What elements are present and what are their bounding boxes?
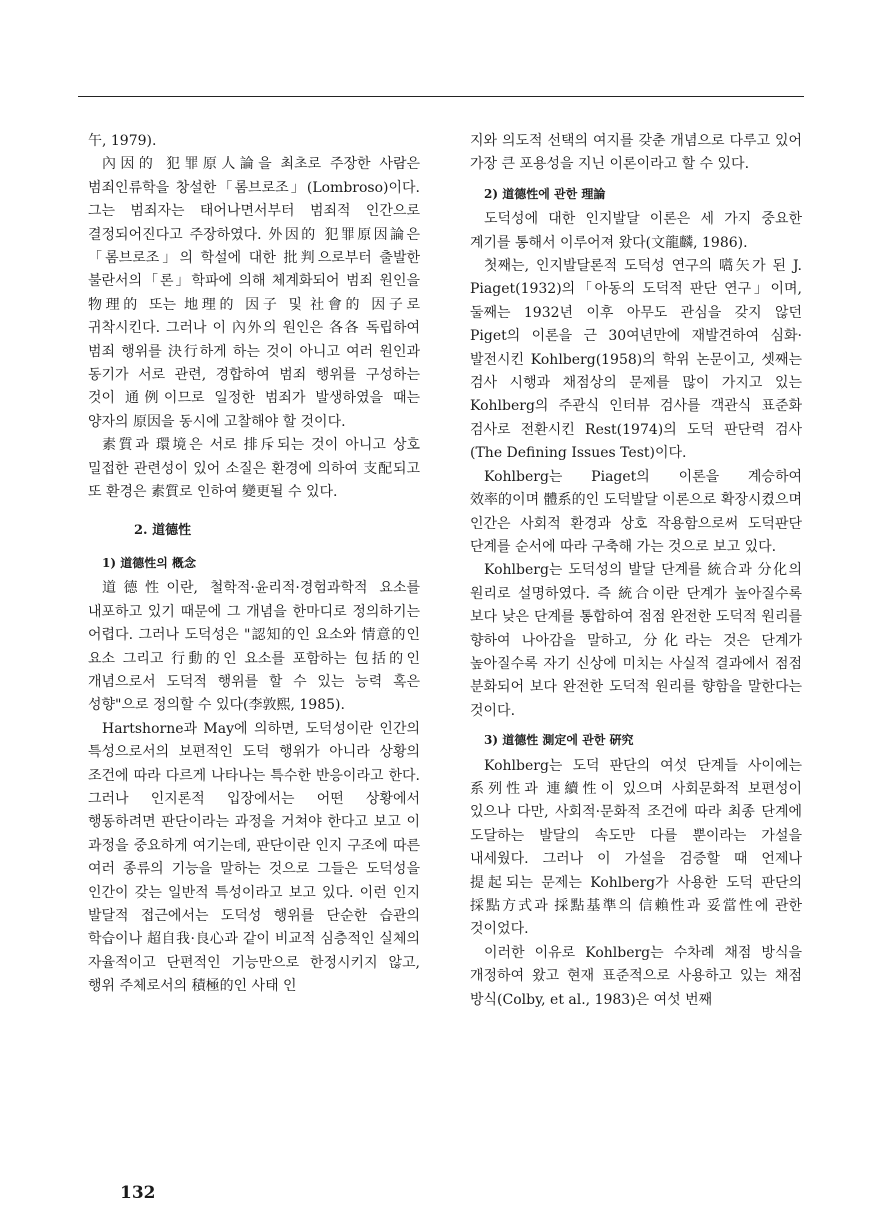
left-column bbox=[88, 130, 420, 999]
paragraph-scoring-method: 이러한 이유로 Kohlberg는 수차례 채점 방식을 개정하여 왔고 현재 표준적으로 사용하고 있는 채점 방식(Colby, et al., 1983)은 여섯 번째 bbox=[470, 944, 802, 1008]
paragraph-integration-differentiation: Kohlberg는 도덕성의 발달 단계를 統合과 分化의 원리로 설명하였다. 즉 統合이란 단계가 높아질수록 보다 낮은 단계를 통합하여 점점 완전한 도덕적 원리를 향하여 나아감을 말하고, 分化라는 것은 단계가 높아질수록 자기 신상에 미치는 사실적 결과에서 점점 분화되어 보다 완전한 도덕적 원리를 향함을 말한다는 것이다. bbox=[470, 562, 802, 719]
paragraph-nature-environment: 素質과 環境은 서로 排斥되는 것이 아니고 상호 밀접한 관련성이 있어 소질은 환경에 의하여 支配되고 또 환경은 素質로 인하여 變更될 수 있다. bbox=[88, 437, 420, 501]
right-column bbox=[470, 130, 802, 1012]
paragraph-six-stages: Kohlberg는 도덕 판단의 여섯 단계들 사이에는 系列性과 連續性이 있으며 사회문화적 보편성이 있으나 다만, 사회적·문화적 조건에 따라 최종 단계에 도달하는 발달의 속도만 다를 뿐이라는 가설을 내세웠다. 그러나 이 가설을 검증할 때 언제나 提起되는 문제는 Kohlberg가 사용한 도덕 판단의 採點方式과 採點基準의 信賴性과 妥當性에 관한 것이었다. bbox=[470, 757, 802, 938]
header-rule bbox=[78, 96, 804, 97]
subheading-morality-concept: 1) 道德性의 槪念 bbox=[102, 555, 196, 570]
paragraph-continuation: 지와 의도적 선택의 여지를 갖춘 개념으로 다루고 있어 가장 큰 포용성을 지닌 이론이라고 할 수 있다. bbox=[470, 133, 802, 173]
subheading-morality-measurement: 3) 道德性 測定에 관한 硏究 bbox=[484, 733, 634, 748]
paragraph-morality-definition: 道德性이란, 철학적·윤리적·경험과학적 요소를 내포하고 있기 때문에 그 개념을 한마디로 정의하기는 어렵다. 그러나 도덕성은 "認知的인 요소와 情意的인 요소 그리고 行動的인 요소를 포함하는 包括的인 개념으로서 도덕적 행위를 할 수 있는 능력 혹은 성향"으로 정의할 수 있다(李敦熙, 1985). bbox=[88, 580, 420, 714]
paragraph-kohlberg-extension: Kohlberg는 Piaget의 이론을 계승하여 效率的이며 體系的인 도덕발달 이론으로 확장시켰으며 인간은 사회적 환경과 상호 작용함으로써 도덕판단 단계를 순서에 따라 구축해 가는 것으로 보고 있다. bbox=[470, 468, 802, 555]
paragraph-crime-cause-theory: 內因的 犯罪原人論을 최초로 주장한 사람은 범죄인류학을 창설한「롬브로조」(Lombroso)이다. 그는 범죄자는 태어나면서부터 범죄적 인간으로 결정되어진다고 주장하였다. 外因的 犯罪原因論은「롬브로조」의 학설에 대한 批判으로부터 출발한 불란서의「론」학파에 의해 체계화되어 범죄 원인을 物理的 또는 地理的 因子 및 社會的 因子로 귀착시킨다. 그러나 이 內外의 원인은 各各 독립하여 범죄 행위를 決行하게 하는 것이 아니고 여러 원인과 동기가 서로 관련, 경합하여 범죄 행위를 구성하는 것이 通例이므로 일정한 범죄가 발생하였을 때는 양자의 原因을 동시에 고찰해야 할 것이다. bbox=[88, 156, 420, 430]
page-number: 132 bbox=[120, 1183, 156, 1203]
subheading-morality-theory: 2) 道德性에 관한 理論 bbox=[484, 186, 606, 201]
paragraph-piaget-kohlberg-rest: 첫째는, 인지발달론적 도덕성 연구의 嚆矢가 된 J. Piaget(1932)의「아동의 도덕적 판단 연구」이며, 둘째는 1932년 이후 아무도 관심을 갖지 않던 Piget의 이론을 근 30여년만에 재발견하여 심화·발전시킨 Kohlberg(1958)의 학위 논문이고, 셋째는 검사 시행과 채점상의 문제를 많이 가지고 있는 Kohlberg의 주관식 인터뷰 검사를 객관식 표준화 검사로 전환시킨 Rest(1974)의 도덕 판단력 검사(The Defining Issues Test)이다. bbox=[470, 258, 802, 462]
paragraph-citation-end: 午, 1979). bbox=[88, 133, 157, 149]
paragraph-hartshorne-may: Hartshorne과 May에 의하면, 도덕성이란 인간의 특성으로서의 보편적인 도덕 행위가 아니라 상황의 조건에 따라 다르게 나타나는 특수한 반응이라고 한다. 그러나 인지론적 입장에서는 어떤 상황에서 행동하려면 판단이라는 과정을 거쳐야 한다고 보고 이 과정을 중요하게 여기는데, 판단이란 인지 구조에 따른 여러 종류의 기능을 말하는 것으로 그들은 도덕성을 인간이 갖는 일반적 특성이라고 보고 있다. 이런 인지 발달적 접근에서는 도덕성 행위를 단순한 습관의 학습이나 超自我·良心과 같이 비교적 심층적인 실체의 자율적이고 단편적인 기능만으로 한정시키지 않고, 행위 주체로서의 積極的인 사태 인 bbox=[88, 720, 420, 995]
paragraph-three-moments: 도덕성에 대한 인지발달 이론은 세 가지 중요한 계기를 통해서 이루어져 왔다(文龍麟, 1986). bbox=[470, 211, 802, 251]
section-heading-morality: 2. 道德性 bbox=[134, 522, 192, 538]
